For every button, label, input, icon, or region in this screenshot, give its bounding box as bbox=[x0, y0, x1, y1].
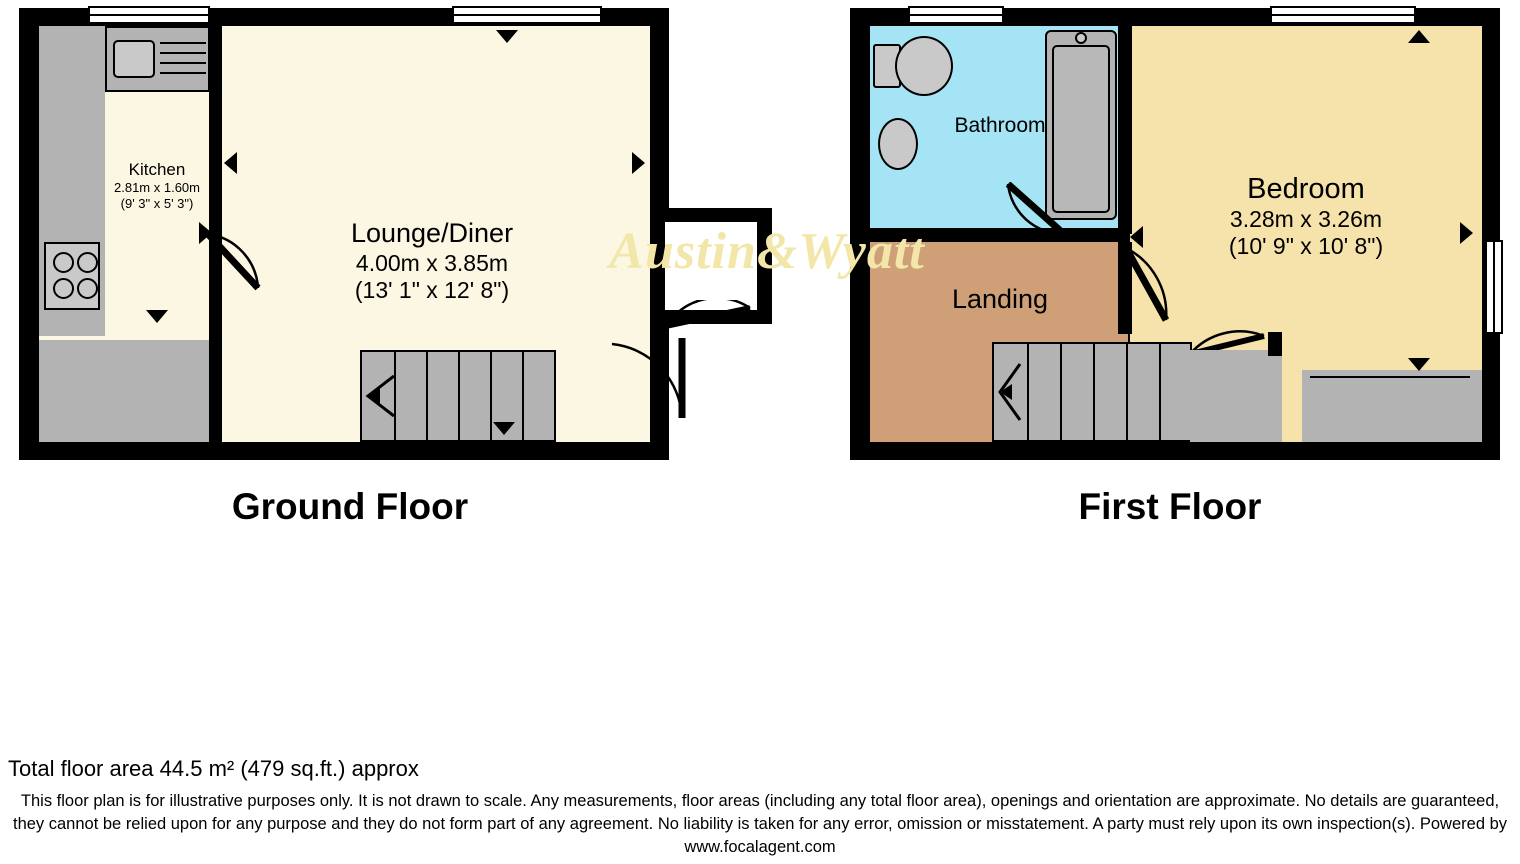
landing-name: Landing bbox=[951, 284, 1049, 314]
opening-arrow-kitchen-bottom bbox=[146, 310, 168, 323]
lounge-name: Lounge/Diner bbox=[350, 218, 514, 248]
window-bathroom-top bbox=[908, 6, 1004, 24]
disclaimer-text: This floor plan is for illustrative purposes only. It is not drawn to scale. Any measurements, floor areas (including any total floor area), openings and orientation are approximate. No details are guaranteed, they cannot be relied upon for any purpose and they do not form part of any agreement. No liability is taken for any error, omission or misstatement. A party must rely upon its own inspection(s). Powered by www.focalagent.com bbox=[12, 792, 1507, 856]
window-lounge-top bbox=[452, 6, 602, 24]
first-floor-plan bbox=[820, 0, 1520, 540]
lounge-dims-metric: 4.00m x 3.85m bbox=[355, 249, 509, 276]
window-bedroom-right bbox=[1485, 240, 1503, 334]
bedroom-dims-metric: 3.28m x 3.26m bbox=[1229, 206, 1383, 233]
bedroom-lower-fixture bbox=[1302, 370, 1482, 442]
airing-cupboard-wall bbox=[1268, 332, 1282, 356]
kitchen-dims-metric: 2.81m x 1.60m bbox=[114, 180, 200, 196]
kitchen-draining-board bbox=[160, 34, 206, 84]
first-floor-stairs-arrow bbox=[994, 362, 1024, 424]
ground-floor-title: Ground Floor bbox=[231, 486, 469, 527]
opening-arrow-bedroom-top bbox=[1408, 30, 1430, 43]
kitchen-door bbox=[206, 232, 268, 294]
total-floor-area: Total floor area 44.5 m² (479 sq.ft.) approx bbox=[8, 756, 419, 781]
footer bbox=[0, 756, 1520, 858]
bathroom-bedroom-partition bbox=[1118, 26, 1132, 234]
bathroom-name: Bathroom bbox=[954, 114, 1046, 137]
kitchen-label-group bbox=[57, 160, 257, 211]
brand-watermark: Austin&Wyatt bbox=[609, 223, 925, 280]
bedroom-dims-imperial: (10' 9" x 10' 8") bbox=[1228, 233, 1384, 260]
bedroom-label-group bbox=[1158, 172, 1454, 260]
window-kitchen-top bbox=[88, 6, 210, 24]
opening-arrow-stairs bbox=[493, 422, 515, 435]
bedroom-name: Bedroom bbox=[1247, 173, 1365, 205]
ground-floor-plan bbox=[0, 0, 700, 540]
bathtub-tap bbox=[1075, 32, 1087, 44]
opening-arrow-bedroom-right bbox=[1460, 222, 1473, 244]
airing-cupboard bbox=[1190, 350, 1282, 442]
opening-arrow-lounge-right bbox=[632, 152, 645, 174]
kitchen-hob bbox=[44, 242, 100, 310]
stairs-direction-arrow bbox=[364, 374, 398, 418]
window-bedroom-top bbox=[1270, 6, 1416, 24]
porch-interior bbox=[665, 222, 757, 310]
porch-door bbox=[662, 300, 754, 330]
bedroom-lower-fixture-line bbox=[1310, 376, 1470, 378]
front-door bbox=[606, 326, 690, 422]
lower-left-fixture bbox=[39, 340, 209, 442]
opening-arrow-lounge-top bbox=[496, 30, 518, 43]
kitchen-dims-imperial: (9' 3" x 5' 3") bbox=[120, 195, 194, 211]
opening-arrow-bedroom-bottom bbox=[1408, 358, 1430, 371]
lounge-dims-imperial: (13' 1" x 12' 8") bbox=[354, 276, 510, 303]
kitchen-sink-basin bbox=[113, 40, 155, 78]
lounge-label-group bbox=[282, 218, 582, 304]
first-floor-title: First Floor bbox=[1078, 486, 1262, 527]
landing-label-group bbox=[905, 284, 1095, 316]
opening-arrow-landing-door bbox=[1130, 226, 1143, 248]
toilet bbox=[873, 36, 951, 92]
kitchen-name: Kitchen bbox=[128, 160, 186, 179]
bathroom-door bbox=[1006, 182, 1072, 238]
bathroom-label-group bbox=[905, 114, 1095, 139]
bathroom-landing-partition bbox=[870, 228, 1130, 242]
